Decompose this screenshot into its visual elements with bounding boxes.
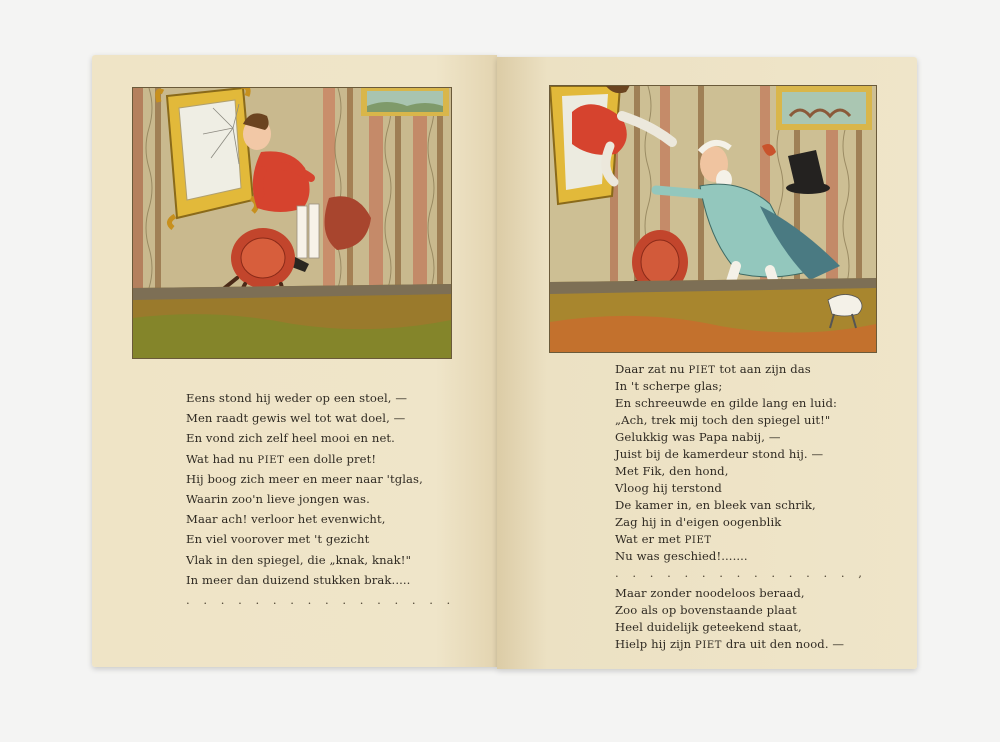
name-piet: PIET: [257, 454, 285, 466]
right-page: [497, 57, 917, 669]
verse-line: En schreeuwde en gilde lang en luid:: [615, 396, 837, 410]
verse-line: Eens stond hij weder op een stoel, —: [186, 391, 408, 405]
left-illustration-boy-and-mirror: [132, 87, 452, 359]
verse-line: [186, 452, 455, 472]
right-illustration-papa-rescue: [549, 85, 877, 353]
verse-line: In meer dan duizend stukken brak.....: [186, 572, 411, 587]
name-piet: PIET: [688, 365, 716, 376]
verse-text: Daar zat nu: [615, 362, 689, 376]
verse-line: Maar ach! verloor het evenwicht,: [186, 512, 386, 527]
verse-line: De kamer in, en bleek van schrik,: [615, 498, 816, 512]
verse-line: Heel duidelijk geteekend staat,: [615, 620, 802, 634]
dotted-separator: . . . . . . . . . . . . . . ,: [615, 566, 867, 580]
verse-line: „Ach, trek mij toch den spiegel uit!": [615, 413, 831, 427]
name-piet: PIET: [684, 535, 712, 546]
verse-line: Vlak in den spiegel, die „knak, knak!": [186, 552, 412, 567]
verse-line: Hij boog zich meer en meer naar 'tglas,: [186, 471, 423, 486]
verse-line: [615, 637, 867, 654]
verse-text: Wat er met: [615, 532, 685, 546]
verse-line: Maar zonder noodeloos beraad,: [615, 586, 805, 600]
left-verse: [186, 391, 455, 613]
verse-line: Zag hij in d'eigen oogenblik: [615, 515, 782, 529]
right-verse: [615, 362, 867, 654]
verse-text: tot aan zijn das: [715, 362, 811, 376]
verse-line: Gelukkig was Papa nabij, —: [615, 430, 781, 444]
verse-text: Wat had nu: [186, 451, 258, 466]
name-piet: PIET: [695, 640, 723, 651]
dotted-separator: . . . . . . . . . . . . . . . .: [186, 592, 456, 607]
verse-line: Met Fik, den hond,: [615, 464, 729, 478]
left-page: [92, 55, 497, 667]
verse-line: Nu was geschied!.......: [615, 549, 748, 563]
verse-line: Waarin zoo'n lieve jongen was.: [186, 491, 370, 506]
verse-line: Men raadt gewis wel tot wat doel, —: [186, 411, 406, 426]
verse-line: [615, 362, 867, 379]
verse-line: En vond zich zelf heel mooi en net.: [186, 431, 395, 446]
verse-text: een dolle pret!: [284, 451, 377, 466]
verse-line: En viel voorover met 't gezicht: [186, 532, 370, 547]
verse-line: Zoo als op bovenstaande plaat: [615, 603, 797, 617]
verse-line: Juist bij de kamerdeur stond hij. —: [615, 447, 824, 461]
verse-text: dra uit den nood. —: [722, 637, 845, 651]
verse-line: In 't scherpe glas;: [615, 379, 723, 393]
verse-line: [615, 532, 867, 549]
verse-line: Vloog hij terstond: [615, 481, 722, 495]
verse-text: Hielp hij zijn: [615, 637, 696, 651]
